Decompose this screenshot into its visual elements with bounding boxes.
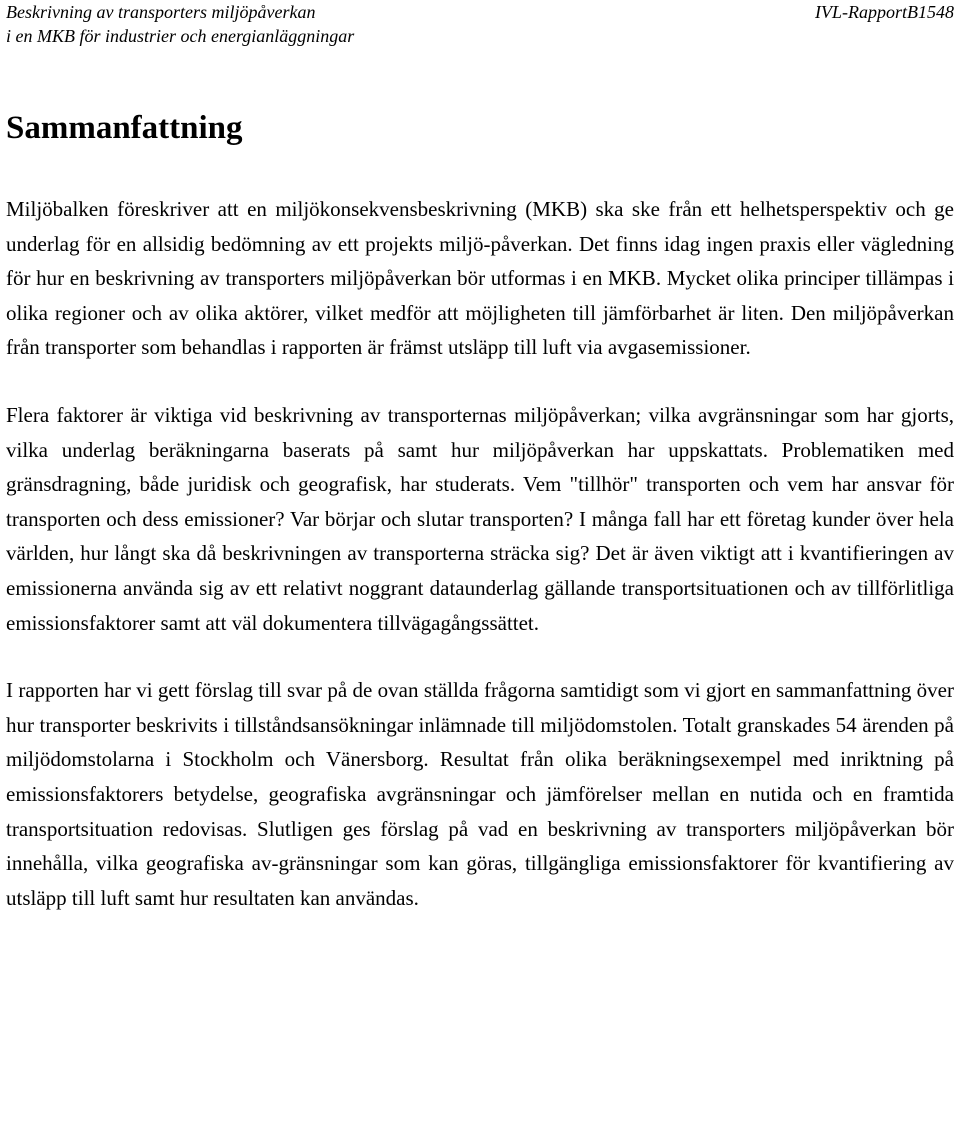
header-title-line-2: i en MKB för industrier och energianläggningar xyxy=(6,26,355,46)
page-header xyxy=(6,0,954,52)
header-title-line-1: Beskrivning av transporters miljöpåverkan xyxy=(6,2,316,22)
header-report-id: IVL-RapportB1548 xyxy=(815,2,954,22)
summary-paragraph-2: Flera faktorer är viktiga vid beskrivning av transporternas miljöpåverkan; vilka avgränsningar som har gjorts, vilka underlag beräkningarna baserats på samt hur miljöpåverkan har uppskattats. Problematiken med gränsdragning, både juridisk och geografisk, har studerats. Vem "tillhör" transporten och vem har ansvar för transporten och dess emissioner? Var börjar och slutar transporten? I många fall har ett företag kunder över hela världen, hur långt ska då beskrivningen av transporterna sträcka sig? Det är även viktigt att i kvantifieringen av emissionerna använda sig av ett relativt noggrant dataunderlag gällande transportsituationen och av tillförlitliga emissionsfaktorer samt att väl dokumentera tillvägagångssättet. xyxy=(6,402,954,635)
summary-paragraph-3: I rapporten har vi gett förslag till svar på de ovan ställda frågorna samtidigt som vi gjort en sammanfattning över hur transporter beskrivits i tillståndsansökningar inlämnade till miljödomstolen. Totalt granskades 54 ärenden på miljödomstolarna i Stockholm och Vänersborg. Resultat från olika beräkningsexempel med inriktning på emissionsfaktorers betydelse, geografiska avgränsningar och jämförelser mellan en nutida och en framtida transportsituation redovisas. Slutligen ges förslag på vad en beskrivning av transporters miljöpåverkan bör innehålla, vilka geografiska av-gränsningar som kan göras, tillgängliga emissionsfaktorer för kvantifiering av utsläpp till luft samt hur resultaten kan användas. xyxy=(6,678,954,910)
summary-paragraph-1: Miljöbalken föreskriver att en miljökonsekvensbeskrivning (MKB) ska ske från ett helhetsperspektiv och ge underlag för en allsidig bedömning av ett projekts miljö-påverkan. Det finns idag ingen praxis eller vägledning för hur en beskrivning av transporters miljöpåverkan bör utformas i en MKB. Mycket olika principer tillämpas i olika regioner och av olika aktörer, vilket medför att möjligheten till jämförbarhet är liten. Den miljöpåverkan från transporter som behandlas i rapporten är främst utsläpp till luft via avgasemissioner. xyxy=(6,197,954,360)
section-title: Sammanfattning xyxy=(6,110,243,146)
header-report-title xyxy=(6,0,354,48)
summary-body xyxy=(6,192,954,948)
